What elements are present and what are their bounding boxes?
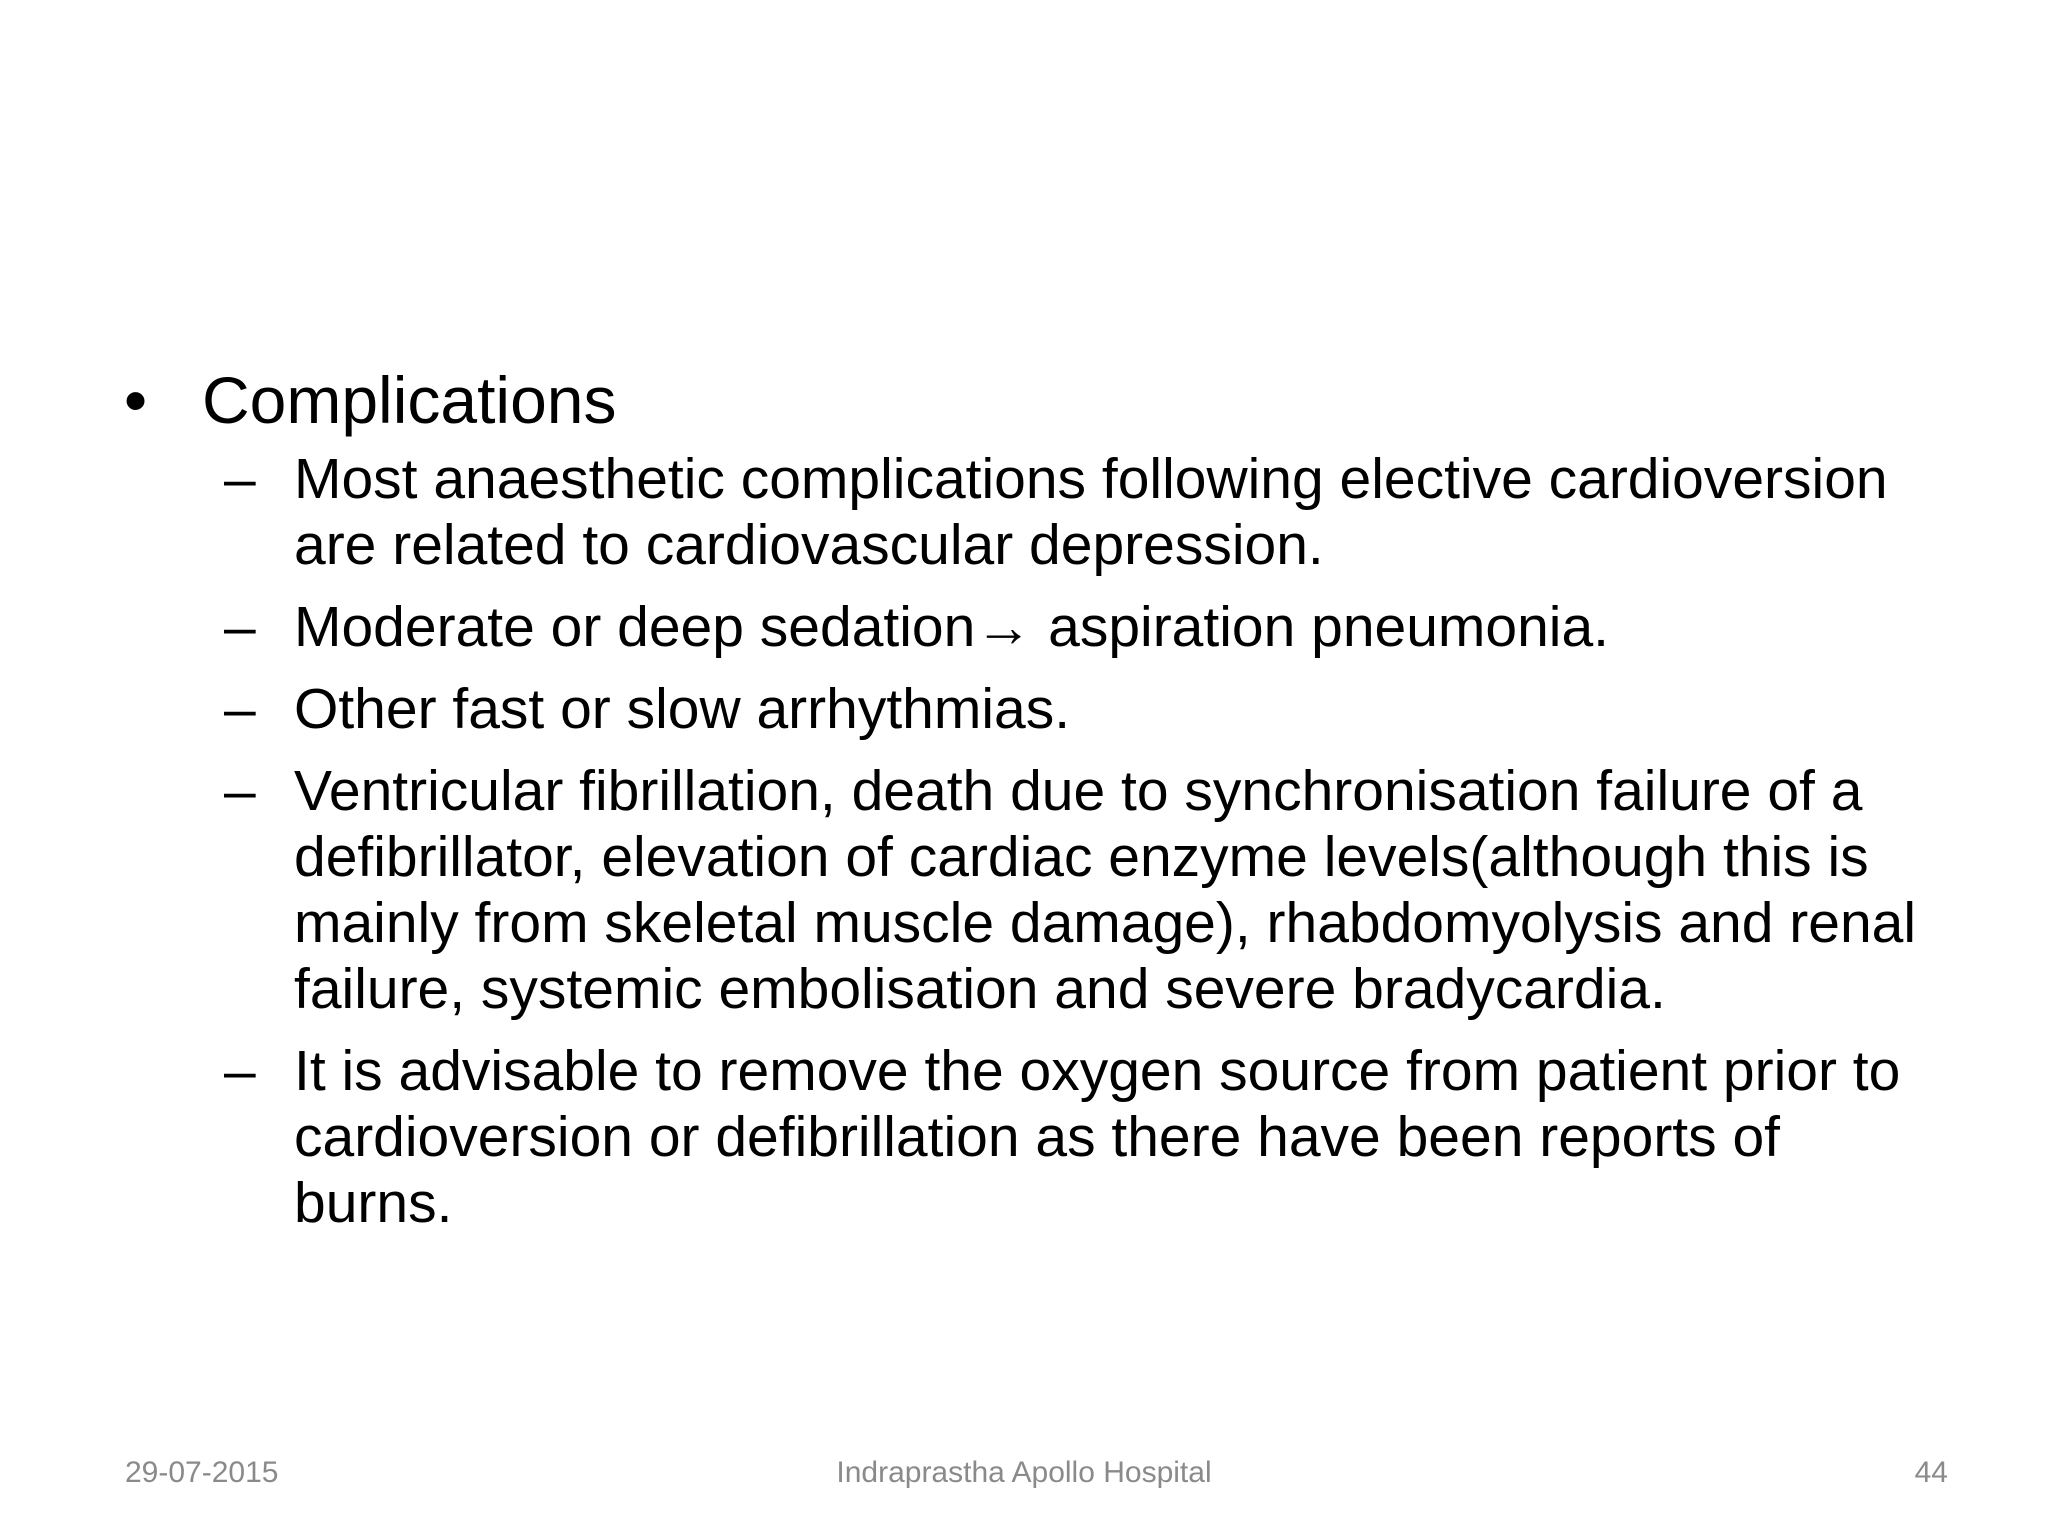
bullet-heading <box>120 360 1940 440</box>
sub-bullet-text: Most anaesthetic complications following elective cardioversion are related to cardiovascular depression. <box>294 447 1888 577</box>
dash-icon: – <box>224 1039 256 1103</box>
dash-icon: – <box>224 677 256 741</box>
sub-bullet-item <box>120 1038 1940 1236</box>
sub-bullet-item <box>120 676 1940 742</box>
footer-date: 29-07-2015 <box>125 1456 279 1489</box>
footer-organization: Indraprastha Apollo Hospital <box>836 1456 1212 1489</box>
sub-bullet-text: Ventricular fibrillation, death due to synchronisation failure of a defibrillator, elevation of cardiac enzyme levels(although this is mainly from skeletal muscle damage), rhabdomyolysis and renal failure, systemic embolisation and severe bradycardia. <box>294 759 1917 1021</box>
bullet-icon: • <box>124 363 148 437</box>
dash-icon: – <box>224 595 256 659</box>
sub-bullet-item <box>120 758 1940 1022</box>
sub-bullet-item <box>120 446 1940 578</box>
dash-icon: – <box>224 759 256 823</box>
sub-bullet-text: Moderate or deep sedation→ aspiration pneumonia. <box>294 595 1610 659</box>
sub-bullet-list <box>120 446 1940 1236</box>
sub-bullet-text: It is advisable to remove the oxygen source from patient prior to cardioversion or defibrillation as there have been reports of burns. <box>294 1039 1901 1235</box>
heading-text: Complications <box>202 363 617 437</box>
sub-bullet-item <box>120 594 1940 660</box>
footer-page-number: 44 <box>1914 1456 1948 1489</box>
dash-icon: – <box>224 447 256 511</box>
sub-bullet-text: Other fast or slow arrhythmias. <box>294 677 1071 741</box>
slide-content <box>120 360 1940 1252</box>
